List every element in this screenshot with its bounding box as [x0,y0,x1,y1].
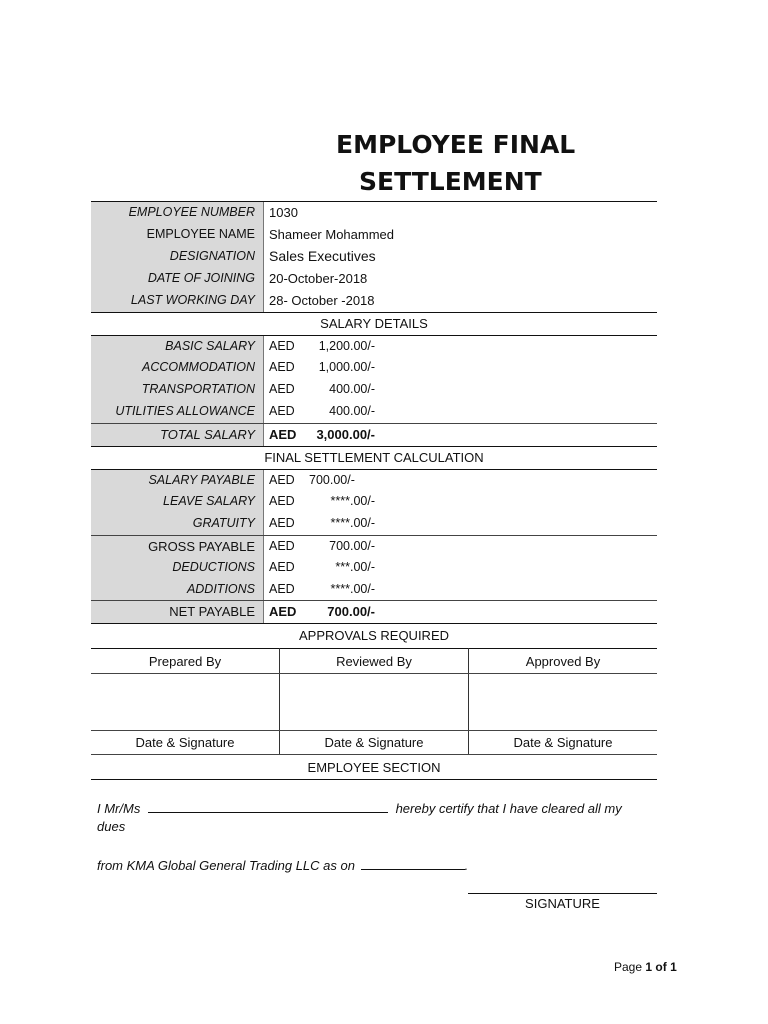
final-settlement-heading: FINAL SETTLEMENT CALCULATION [264,450,484,465]
accommodation-amount: 1,000.00/- [318,360,375,374]
column-divider [263,336,264,358]
certification-suffix: hereby certify that I have cleared all my [395,801,622,816]
date-of-joining-row [91,268,657,290]
currency-label: AED [269,360,295,374]
column-divider [263,290,264,312]
currency-label: AED [269,404,295,418]
net-payable-amount: 700.00/- [327,604,375,619]
accommodation-label: ACCOMMODATION [91,357,263,379]
utilities-allowance-row [91,401,657,423]
utilities-allowance-label: UTILITIES ALLOWANCE [91,401,263,423]
total-salary-row [91,424,657,446]
employee-number-label: EMPLOYEE NUMBER [91,202,263,224]
transportation-amount: 400.00/- [329,382,375,396]
deductions-label: DEDUCTIONS [91,557,263,579]
column-divider [263,579,264,601]
basic-salary-amount: 1,200.00/- [318,339,375,353]
column-divider [263,470,264,492]
column-divider [263,401,264,423]
date-of-joining-value: 20-October-2018 [269,271,368,286]
currency-label: AED [269,382,295,396]
reviewed-by-date-signature: Date & Signature [324,735,424,750]
prepared-by-header: Prepared By [148,654,222,669]
accommodation-row [91,357,657,379]
transportation-label: TRANSPORTATION [91,379,263,401]
additions-label: ADDITIONS [91,579,263,601]
basic-salary-row [91,336,657,358]
divider [91,648,657,649]
salary-payable-label: SALARY PAYABLE [91,470,263,492]
currency-label: AED [269,473,295,487]
approvals-heading: APPROVALS REQUIRED [298,628,450,643]
divider [91,779,657,780]
gross-payable-label: GROSS PAYABLE [91,536,263,558]
certification-wrap: dues [97,819,126,834]
divider [91,754,657,755]
column-divider [263,557,264,579]
column-divider [263,491,264,513]
employee-name-row [91,224,657,246]
salary-payable-amount: 700.00/- [309,473,355,487]
reviewed-by-header: Reviewed By [336,654,412,669]
leave-salary-amount: ****.00/- [330,494,375,508]
column-divider [263,424,264,446]
column-divider [263,379,264,401]
total-salary-amount: 3,000.00/- [316,427,375,442]
salary-details-heading: SALARY DETAILS [320,316,428,331]
date-blank-field[interactable] [361,869,465,870]
additions-amount: ****.00/- [330,582,375,596]
signature-label: SIGNATURE [525,896,600,911]
currency-label: AED [269,339,295,353]
leave-salary-label: LEAVE SALARY [91,491,263,513]
page-current: 1 [645,960,653,974]
signature-line[interactable] [468,893,657,894]
currency-label: AED [269,582,295,596]
currency-label: AED [269,494,295,508]
column-divider [263,246,264,268]
utilities-allowance-amount: 400.00/- [329,404,375,418]
basic-salary-label: BASIC SALARY [91,336,263,358]
employee-number-value: 1030 [269,205,298,220]
clearance-statement [97,857,647,875]
column-divider [263,513,264,535]
last-working-day-label: LAST WORKING DAY [91,290,263,312]
deductions-amount: ***.00/- [335,560,375,574]
designation-value: Sales Executives [269,248,376,264]
column-divider [263,202,264,224]
employee-name-label: EMPLOYEE NAME [91,224,263,246]
salary-payable-row [91,470,657,492]
employee-number-row [91,202,657,224]
transportation-row [91,379,657,401]
certification-statement [97,800,647,836]
last-working-day-value: 28- October -2018 [269,293,375,308]
prepared-by-date-signature: Date & Signature [135,735,235,750]
document-title-line-2: SETTLEMENT [359,167,542,196]
additions-row [91,579,657,601]
column-divider [263,357,264,379]
deductions-row [91,557,657,579]
approved-by-header: Approved By [525,654,601,669]
divider [91,623,657,624]
page-number [614,960,677,974]
name-blank-field[interactable] [148,812,388,813]
currency-label: AED [269,427,297,442]
net-payable-label: NET PAYABLE [91,601,263,623]
clearance-suffix: . [464,858,469,873]
last-working-day-row [91,290,657,312]
divider [91,673,657,674]
gratuity-row [91,513,657,535]
clearance-prefix: from KMA Global General Trading LLC as on [97,858,355,873]
designation-label: DESIGNATION [91,246,263,268]
column-divider [263,268,264,290]
page-total: 1 [670,960,677,974]
net-payable-row [91,601,657,623]
column-divider [263,224,264,246]
leave-salary-row [91,491,657,513]
approved-by-date-signature: Date & Signature [513,735,613,750]
designation-row [91,246,657,268]
column-divider [263,601,264,623]
currency-label: AED [269,604,297,619]
date-of-joining-label: DATE OF JOINING [91,268,263,290]
employee-name-value: Shameer Mohammed [269,227,394,242]
currency-label: AED [269,539,295,553]
certification-prefix: I Mr/Ms [97,801,141,816]
document-title-line-1: EMPLOYEE FINAL [336,130,576,159]
total-salary-label: TOTAL SALARY [91,424,263,446]
page-of: of [655,960,667,974]
gross-payable-row [91,536,657,558]
gross-payable-amount: 700.00/- [329,539,375,553]
currency-label: AED [269,560,295,574]
gratuity-label: GRATUITY [91,513,263,535]
employee-section-heading: EMPLOYEE SECTION [307,760,441,775]
currency-label: AED [269,516,295,530]
page-prefix: Page [614,960,643,974]
gratuity-amount: ****.00/- [330,516,375,530]
column-divider [263,536,264,558]
